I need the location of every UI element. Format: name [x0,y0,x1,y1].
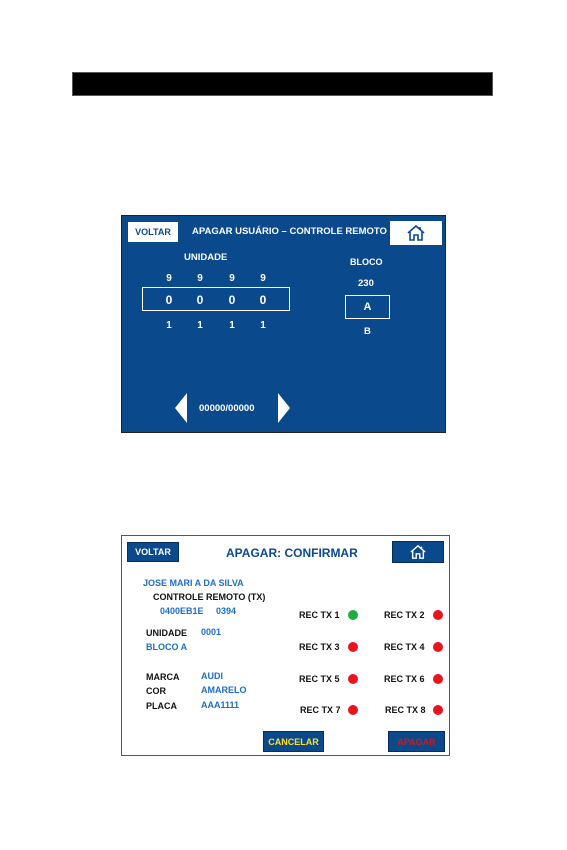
rec-tx-label: REC TX 6 [384,674,425,684]
status-dot [348,705,358,715]
unit-digit: 0 [228,293,236,307]
unit-digit-down[interactable]: 1 [260,320,266,331]
placa-value: AAA1111 [201,700,240,710]
cor-label: COR [146,686,166,696]
back-button[interactable]: VOLTAR [128,222,178,242]
status-dot [348,610,358,620]
unidade-label: UNIDADE [184,252,228,263]
home-button[interactable] [389,220,443,246]
status-dot [348,642,358,652]
confirm-delete-button[interactable]: APAGAR [388,731,445,752]
controle-label: CONTROLE REMOTO (TX) [153,592,266,602]
rec-tx-label: REC TX 7 [300,705,341,715]
bloco-prev[interactable]: 230 [358,278,374,289]
rec-tx-label: REC TX 8 [385,705,426,715]
bloco-value: A [363,301,372,313]
marca-label: MARCA [146,672,180,682]
bloco-value: BLOCO A [146,642,188,652]
rec-tx-label: REC TX 3 [299,642,340,652]
unit-digit: 0 [259,293,267,307]
tx-code: 0400EB1E [160,606,204,616]
cor-value: AMARELO [201,685,247,695]
delete-user-screen [121,215,446,433]
next-arrow[interactable] [278,393,290,428]
status-dot [433,610,443,620]
home-icon [409,544,427,560]
rec-tx-label: REC TX 1 [299,610,340,620]
unit-digit: 0 [165,293,173,307]
screen-title: APAGAR USUÁRIO – CONTROLE REMOTO [192,226,387,237]
status-dot [433,642,443,652]
header-black-bar [72,72,493,96]
unidade-label: UNIDADE [146,628,188,638]
screen-title: APAGAR: CONFIRMAR [226,546,358,560]
cancel-button[interactable]: CANCELAR [263,731,324,752]
delete-confirm-screen [121,535,450,756]
unit-digit-down[interactable]: 1 [229,320,235,331]
home-button[interactable] [392,541,444,563]
unit-digit-down[interactable]: 1 [166,320,172,331]
record-counter: 00000/00000 [199,403,255,414]
arrow-right-icon [278,393,290,423]
unit-digit-up[interactable]: 9 [197,273,203,284]
bloco-box[interactable] [345,295,390,319]
rec-tx-label: REC TX 4 [384,642,425,652]
bloco-next[interactable]: B [364,326,371,337]
unidade-value: 0001 [201,627,222,637]
prev-arrow[interactable] [175,393,187,428]
arrow-left-icon [175,393,187,423]
unit-digit-up[interactable]: 9 [229,273,235,284]
rec-tx-label: REC TX 2 [384,610,425,620]
unit-digit-down[interactable]: 1 [197,320,203,331]
back-button[interactable]: VOLTAR [127,542,179,562]
marca-value: AUDI [201,671,223,681]
home-icon [406,224,426,242]
placa-label: PLACA [146,701,177,711]
status-dot [348,674,358,684]
unit-digit: 0 [196,293,204,307]
status-dot [433,674,443,684]
bloco-label: BLOCO [350,257,383,267]
user-name: JOSE MARI A DA SILVA [143,578,244,588]
tx-number: 0394 [216,606,237,616]
status-dot [433,705,443,715]
unit-digit-up[interactable]: 9 [166,273,172,284]
unit-digit-up[interactable]: 9 [260,273,266,284]
rec-tx-label: REC TX 5 [299,674,340,684]
